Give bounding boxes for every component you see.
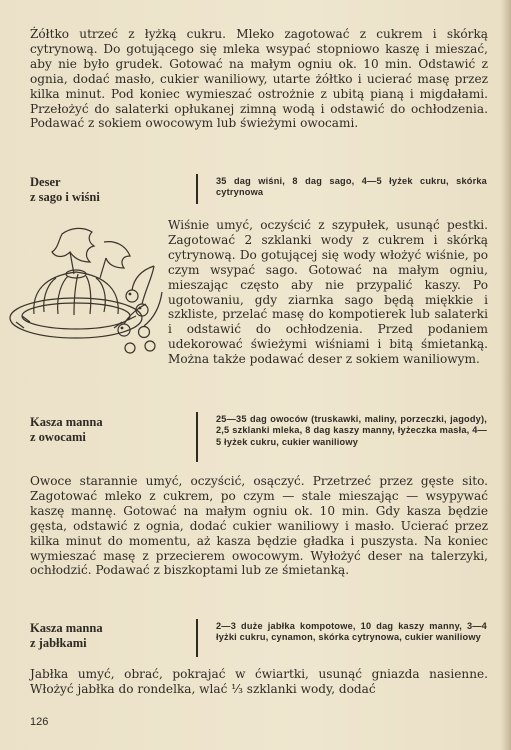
ingredients-divider [196, 174, 198, 204]
dessert-mold-with-cherries-icon [4, 222, 166, 362]
recipe-title-sago-cherry [30, 175, 100, 205]
recipe-title-line2: z owocami [30, 430, 86, 444]
ingredients-semolina-fruit: 25—35 dag owoców (truskawki, maliny, porzeczki, jagody), 2,5 szklanki mleka, 8 dag kaszy manny, łyżeczka masła, 4—5 łyżek cukru, cukier waniliowy [216, 414, 487, 447]
page-spine-shadow [501, 0, 511, 750]
recipe-title-semolina-apple [30, 621, 103, 651]
ingredients-sago-cherry: 35 dag wiśni, 8 dag sago, 4—5 łyżek cukru, skórka cytrynowa [216, 176, 487, 198]
instructions-semolina-apple: Jabłka umyć, obrać, pokrajać w ćwiartki, usunąć gniazda nasienne. Włożyć jabłka do rondelka, wlać ⅓ szklanki wody, dodać [30, 667, 488, 696]
recipe-title-line2: z sago i wiśni [30, 190, 100, 204]
recipe-title-line1: Kasza manna [30, 621, 103, 635]
ingredients-semolina-apple: 2—3 duże jabłka kompotowe, 10 dag kaszy manny, 3—4 łyżki cukru, cynamon, skórka cytrynowa, cukier waniliowy [216, 621, 487, 643]
instructions-semolina-fruit: Owoce starannie umyć, oczyścić, osączyć. Przetrzeć przez gęste sito. Zagotować mleko z cukrem, po czym — stale mieszając — wsypywać kaszę mannę. Gotować na małym ogniu ok. 10 min. Gdy kasza będzie gęsta, odstawić z ognia, dodać cukier waniliowy i masło. Ucierać przez kilka minut do momentu, aż kasza będzie gładka i puszysta. Na koniec wymieszać masę z przecierem owocowym. Wyłożyć deser na talerzyki, ochłodzić. Podawać z biszkoptami lub ze śmietanką. [30, 474, 488, 578]
ingredients-divider [196, 619, 198, 657]
recipe-title-line1: Kasza manna [30, 415, 103, 429]
instructions-sago-cherry: Wiśnie umyć, oczyścić z szypułek, usunąć pestki. Zagotować 2 szklanki wody z cukrem i skórką cytrynową. Do gotującej się wody włożyć wiśnie, po czym wsypać sago. Gotować na małym ogniu, mieszając często aby nie przypalić kaszy. Po ugotowaniu, gdy ziarnka sago będą miękkie i szkliste, przelać masę do kompotierek lub salaterki i odstawić do ochłodzenia. Przed podaniem udekorować świeżymi wiśniami i bitą śmietanką. Można także podawać deser z sokiem waniliowym. [168, 218, 488, 367]
recipe-title-semolina-fruit [30, 415, 103, 445]
ingredients-divider [196, 412, 198, 462]
intro-paragraph: Żółtko utrzeć z łyżką cukru. Mleko zagotować z cukrem i skórką cytrynową. Do gotującego się mleka wsypać stopniowo kaszę i mieszać, aby nie było grudek. Gotować na małym ogniu ok. 10 min. Odstawić z ognia, dodać masło, cukier waniliowy, utarte żółtko i ucierać masę przez kilka minut. Pod koniec wymieszać ostrożnie z ubitą pianą i migdałami. Przełożyć do salaterki opłukanej zimną wodą i odstawić do ochłodzenia. Podawać z sokiem owocowym lub świeżymi owocami. [30, 27, 488, 131]
recipe-title-line2: z jabłkami [30, 636, 87, 650]
recipe-title-line1: Deser [30, 175, 61, 189]
page-number: 126 [30, 716, 49, 728]
